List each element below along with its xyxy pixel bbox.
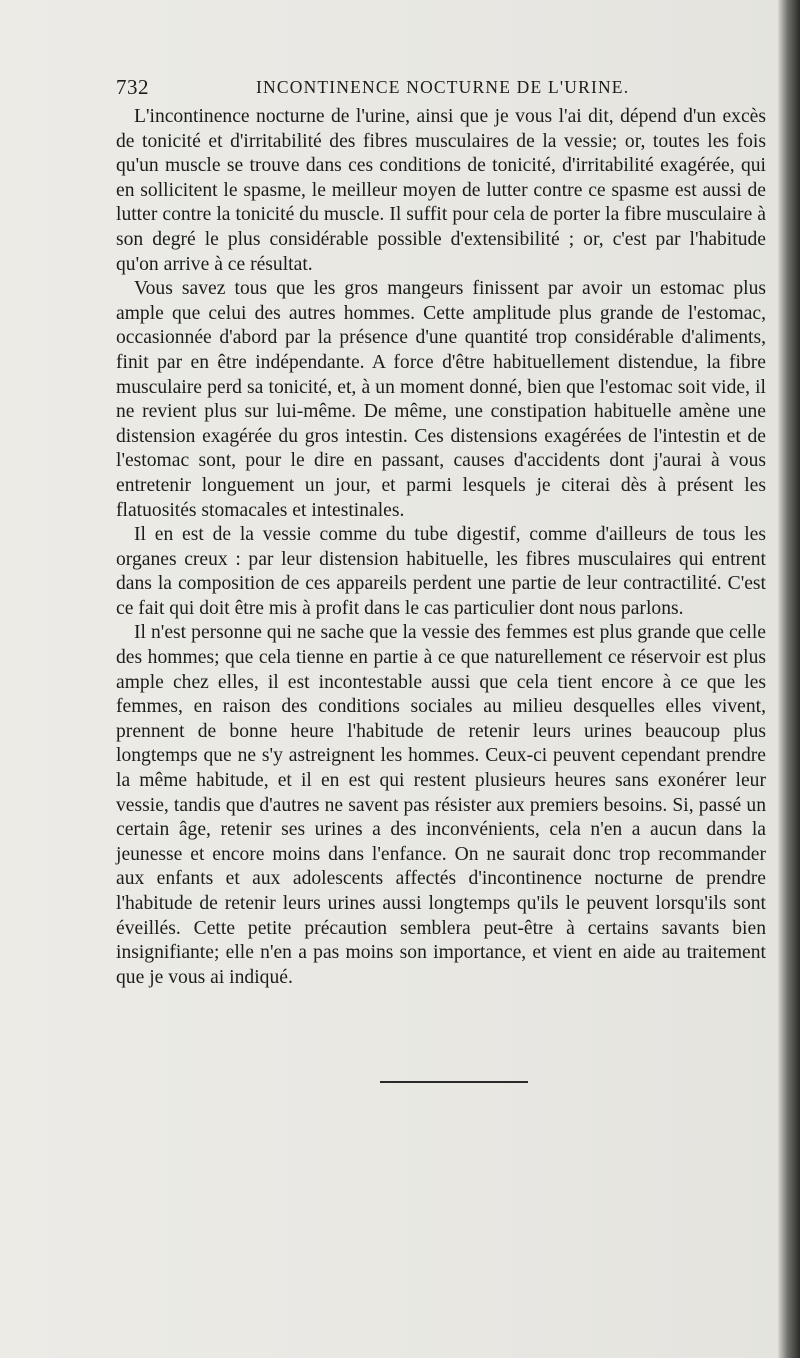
page-number: 732 [116,75,149,99]
running-head [116,75,776,101]
body-text [116,105,766,990]
paragraph-4: Il n'est personne qui ne sache que la vessie des femmes est plus grande que celle des hommes; que cela tienne en partie à ce que naturellement ce réservoir est plus ample chez elles, il est incontestable aussi que cela tient encore à ce que les femmes, en raison des conditions sociales au milieu desquelles elles vivent, prennent de bonne heure l'habitude de retenir leurs urines beaucoup plus longtemps que ne s'y astreignent les hommes. Ceux-ci peuvent cependant prendre la même habitude, et il en est qui restent plusieurs heures sans exonérer leur vessie, tandis que d'autres ne savent pas résister aux premiers besoins. Si, passé un certain âge, retenir ses urines a des inconvénients, cela n'en a aucun dans la jeunesse et encore moins dans l'enfance. On ne saurait donc trop recommander aux enfants et aux adolescents affectés d'incontinence nocturne de prendre l'habitude de retenir leurs urines aussi longtemps qu'ils le peuvent lorsqu'ils sont éveillés. Cette petite précaution semblera peut-être à certains savants bien insignifiante; elle n'en a pas moins son importance, et vient en aide au traitement que je vous ai indiqué. [116,622,766,988]
paragraph-3: Il en est de la vessie comme du tube digestif, comme d'ailleurs de tous les organes creux : par leur distension habituelle, les fibres musculaires qui entrent dans la composition de ces appareils perdent une partie de leur contractilité. C'est ce fait qui doit être mis à profit dans le cas particulier dont nous parlons. [116,524,766,619]
page-edge-shadow [778,0,800,1358]
section-end-rule [380,1081,528,1083]
paragraph-1: L'incontinence nocturne de l'urine, ainsi que je vous l'ai dit, dépend d'un excès de tonicité et d'irritabilité des fibres musculaires de la vessie; or, toutes les fois qu'un muscle se trouve dans ces conditions de tonicité, d'irritabilité exagérée, qui en sollicitent le spasme, le meilleur moyen de lutter contre ce spasme est aussi de lutter contre la tonicité du muscle. Il suffit pour cela de porter la fibre musculaire à son degré le plus considérable possible d'extensibilité ; or, c'est par l'habitude qu'on arrive à ce résultat. [116,106,766,275]
running-title: INCONTINENCE NOCTURNE DE L'URINE. [256,77,630,97]
paragraph-2: Vous savez tous que les gros mangeurs finissent par avoir un estomac plus ample que celui des autres hommes. Cette amplitude plus grande de l'estomac, occasionnée d'abord par la présence d'une quantité trop considérable d'aliments, finit par en être indépendante. A force d'être habituellement distendue, la fibre musculaire perd sa tonicité, et, à un moment donné, bien que l'estomac soit vide, il ne revient plus sur lui-même. De même, une constipation habituelle amène une distension exagérée du gros intestin. Ces distensions exagérées de l'intestin et de l'estomac sont, pour le dire en passant, causes d'accidents dont j'aurai à vous entretenir longuement un jour, et parmi lesquels je citerai dès à présent les flatuosités stomacales et intestinales. [116,278,766,521]
